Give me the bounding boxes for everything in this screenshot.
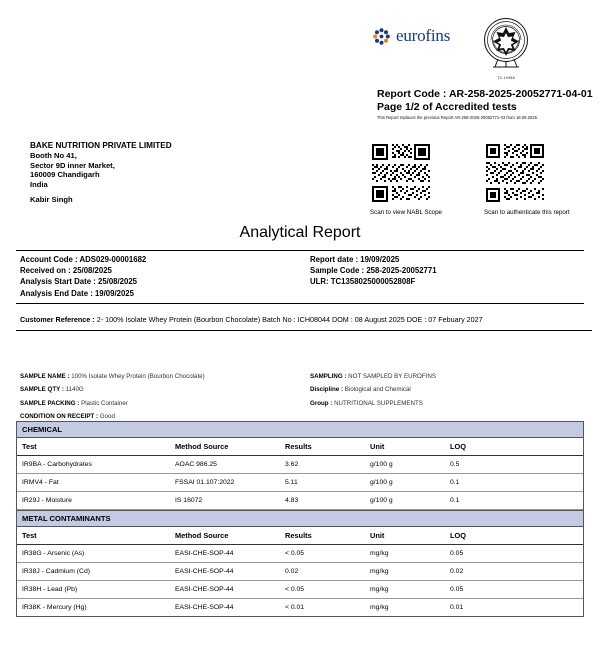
customer-reference-value: 2- 100% Isolate Whey Protein (Bourbon Chocolate) Batch No : ICH08044 DOM : 08 August 2025 DOE : 07 Febuary 2027 [96,315,483,324]
cell-test: IR38J - Cadmium (Cd) [22,568,90,575]
cell-test: IR38G - Arsenic (As) [22,550,85,557]
cell-result: 3.62 [285,461,299,468]
section-header-chemical: CHEMICAL [17,422,583,438]
sample-name-value: 100% Isolate Whey Protein (Bourbon Chocolate) [71,373,205,380]
cell-loq: 0.1 [450,497,460,504]
received-on: Received on : 25/08/2025 [20,266,112,276]
column-header-unit: Unit [370,442,385,451]
cell-test: IRMV4 - Fat [22,479,59,486]
page-header [0,0,600,86]
nabl-accreditation-seal-icon [478,57,534,74]
sample-name-row: SAMPLE NAME : 100% Isolate Whey Protein (Bourbon Chocolate) [20,373,205,380]
customer-address-line-3: 160009 Chandigarh [30,170,100,180]
discipline-label: Discipline [310,386,340,394]
qr-item-nabl-scope[interactable] [370,142,462,217]
analysis-start-date: Analysis Start Date : 25/08/2025 [20,277,138,287]
table-row [17,456,583,474]
cell-result: 5.11 [285,479,298,486]
table-column-header-chemical [17,438,583,456]
results-tables [16,421,584,617]
report-replacement-note: This Report replaces the previous Report AR-258-2025-20052771-03 from 18.09.2025. [377,115,539,120]
cell-method: AOAC 986.25 [175,461,217,468]
cell-result: 0.02 [285,568,299,575]
sample-qty-row: SAMPLE QTY : 1140G [20,386,84,394]
cell-loq: 0.1 [450,479,460,486]
customer-contact-person: Kabir Singh [30,195,73,205]
cell-result: < 0.05 [285,550,305,557]
cell-method: EASI-CHE-SOP-44 [175,568,234,575]
column-header-loq: LOQ [450,531,467,540]
sample-name-label: SAMPLE NAME [20,373,66,380]
condition-on-receipt-value: Good [99,413,115,421]
group-value: NUTRITIONAL SUPPLEMENTS [334,399,423,407]
cell-method: EASI-CHE-SOP-44 [175,586,234,593]
column-header-method: Method Source [175,442,229,451]
qr-code-icon[interactable] [484,142,546,204]
sample-packing-value: Plastic Container [81,399,128,407]
cell-unit: mg/kg [370,586,389,593]
column-header-loq: LOQ [450,442,467,451]
cell-result: < 0.05 [285,586,305,593]
qr-code-icon[interactable] [370,142,432,204]
report-code: Report Code : AR-258-2025-20052771-04-01 [377,88,593,100]
column-header-results: Results [285,531,312,540]
brand-name: eurofins [396,26,451,45]
sample-details-zone [16,370,584,424]
table-row [17,545,583,563]
eurofins-dots-icon [372,27,391,46]
table-row [17,563,583,581]
cell-method: IS 16072 [175,497,203,504]
account-code: Account Code : ADS029-00001682 [20,255,147,264]
table-row [17,599,583,616]
customer-address-line-1: Booth No 41, [30,151,77,160]
cell-method: FSSAI 01.107:2022 [175,479,235,486]
customer-address-block [30,140,280,205]
qr-code-zone [370,142,576,217]
report-code-block [377,88,592,121]
condition-on-receipt-row: CONDITION ON RECEIPT : Good [20,413,115,421]
column-header-unit: Unit [370,531,385,540]
sample-qty-label: SAMPLE QTY [20,386,61,394]
analysis-end-date: Analysis End Date : 19/09/2025 [20,288,134,298]
cell-test: IR38K - Mercury (Hg) [22,604,87,611]
group-row: Group : NUTRITIONAL SUPPLEMENTS [310,399,423,407]
column-header-method: Method Source [175,531,229,540]
cell-method: EASI-CHE-SOP-44 [175,604,234,611]
cell-test: IR9BA - Carbohydrates [22,461,92,468]
qr-caption-nabl-scope: Scan to view NABL Scope [370,209,442,216]
report-info-right-column [310,254,580,299]
table-row [17,581,583,599]
discipline-value: Biological and Chemical [344,386,411,394]
cell-result: 4.83 [285,497,299,504]
sample-packing-row: SAMPLE PACKING : Plastic Container [20,399,128,407]
cell-test: IR29J - Moisture [22,497,72,504]
cell-method: EASI-CHE-SOP-44 [175,550,234,557]
qr-item-authenticate[interactable] [484,142,576,217]
page-title: Analytical Report [239,224,361,241]
customer-reference-label: Customer Reference : [20,315,97,324]
report-date: Report date : 19/09/2025 [310,255,400,264]
cell-loq: 0.05 [450,550,464,557]
sample-details-right-column [310,370,580,424]
page-accredited-tests: Page 1/2 of Accredited tests [377,101,517,113]
report-info-left-column [16,254,310,299]
discipline-row: Discipline : Biological and Chemical [310,386,411,394]
cell-result: < 0.01 [285,604,305,611]
cell-test: IR38H - Lead (Pb) [22,586,78,593]
cell-unit: g/100 g [370,479,393,486]
nabl-seal-code: TC-10988 [497,76,515,80]
cell-unit: mg/kg [370,604,389,611]
cell-loq: 0.5 [450,461,460,468]
cell-unit: g/100 g [370,497,393,504]
eurofins-logo [372,26,450,46]
sample-packing-label: SAMPLE PACKING [20,399,76,407]
sampling-value: NOT SAMPLED BY EUROFINS [348,373,436,380]
section-header-metal-contaminants: METAL CONTAMINANTS [17,510,583,527]
sample-code: Sample Code : 258-2025-20052771 [310,266,437,276]
table-column-header-metal-contaminants [17,527,583,545]
sampling-label: SAMPLING [310,373,343,380]
table-row [17,492,583,510]
cell-loq: 0.02 [450,568,464,575]
report-info-box [16,250,584,304]
column-header-results: Results [285,442,312,451]
sample-qty-value: 1140G [65,386,84,394]
customer-name: BAKE NUTRITION PRIVATE LIMITED [30,141,172,150]
table-row [17,474,583,492]
cell-loq: 0.01 [450,604,464,611]
column-header-test: Test [22,442,37,451]
sampling-row: SAMPLING : NOT SAMPLED BY EUROFINS [310,373,436,380]
condition-on-receipt-label: CONDITION ON RECEIPT [20,413,95,421]
customer-address-line-2: Sector 9D inner Market, [30,160,115,170]
customer-reference-box [16,313,592,331]
group-label: Group [310,399,329,407]
cell-loq: 0.05 [450,586,464,593]
column-header-test: Test [22,531,37,540]
cell-unit: g/100 g [370,461,393,468]
cell-unit: mg/kg [370,568,389,575]
nabl-accreditation-seal [478,16,534,78]
sample-details-left-column [16,370,310,424]
cell-unit: mg/kg [370,550,389,557]
ulr-number: ULR: TC1358025000052808F [310,277,416,287]
qr-caption-authenticate: Scan to authenticate this report [484,209,570,216]
customer-address-line-4: India [30,179,48,189]
